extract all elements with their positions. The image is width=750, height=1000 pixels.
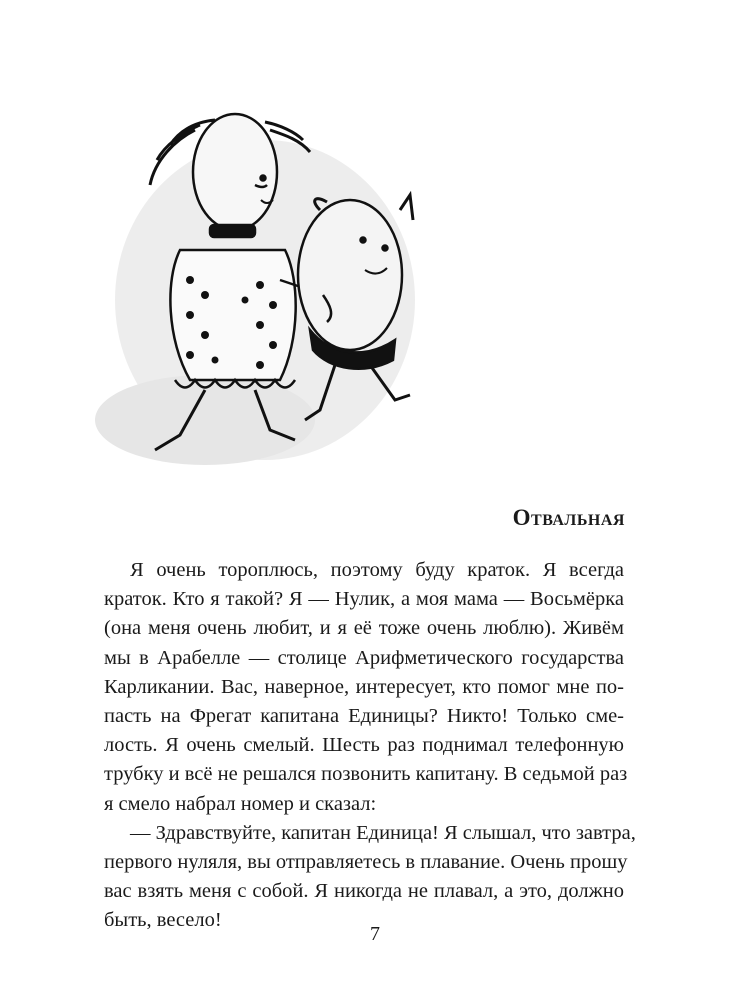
chapter-title: Отвальная (512, 505, 625, 530)
text-line: лость. Я очень смелый. Шесть раз поднимал телефонную (104, 734, 624, 757)
page-number: 7 (370, 923, 380, 945)
illustration-eight-and-zero (95, 90, 455, 470)
text-line: трубку и всё не решался позвонить капитану. В седьмой раз (104, 763, 628, 786)
text-line: Я очень тороплюсь, поэтому буду краток. Я всегда (130, 559, 624, 581)
text-line: — Здравствуйте, капитан Единица! Я слышал, что завтра, (130, 821, 636, 844)
text-line: первого нуляля, вы отправляетесь в плавание. Очень прошу (104, 851, 628, 874)
body-text (104, 556, 636, 936)
text-line: мы в Арабелле — столице Арифметического государства (104, 646, 624, 669)
text-line: пасть на Фрегат капитана Единицы? Никто! Только сме- (104, 705, 624, 728)
text-line: краток. Кто я такой? Я — Нулик, а моя мама — Восьмёрка (104, 588, 624, 611)
paragraph-2 (104, 819, 636, 936)
paragraph-1 (104, 556, 628, 819)
text-line: Карликании. Вас, наверное, интересует, кто помог мне по- (104, 675, 624, 698)
text-line: быть, весело! (104, 909, 222, 932)
text-line: я смело набрал номер и сказал: (104, 792, 377, 815)
text-line: вас взять меня с собой. Я никогда не плавал, а это, должно (104, 880, 624, 903)
text-line: (она меня очень любит, и я её тоже очень люблю). Живём (104, 617, 624, 640)
